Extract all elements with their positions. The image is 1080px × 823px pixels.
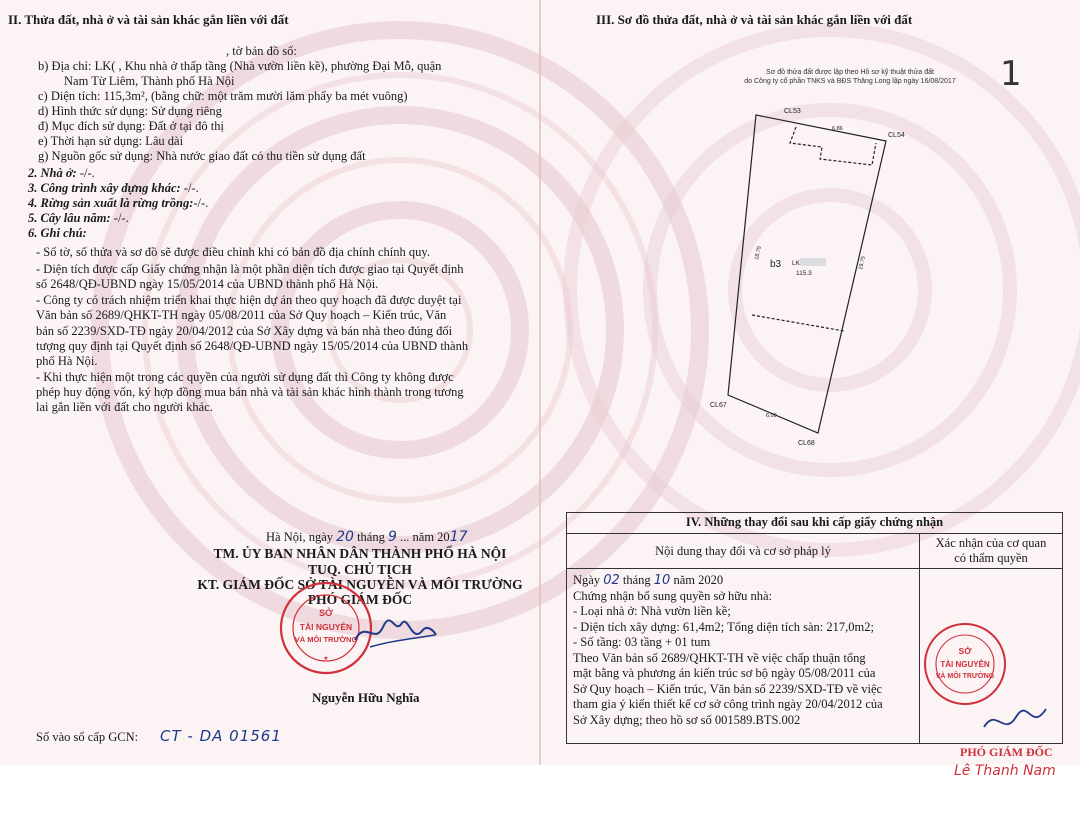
change-confirm-cell bbox=[920, 569, 1063, 779]
change-line: Sở Quy hoạch – Kiến trúc, Văn bản số 2239/SXD-TĐ về việc bbox=[573, 681, 883, 696]
change-line: mặt bằng và phương án kiến trúc sơ bộ ngày 05/08/2011 của bbox=[573, 666, 876, 680]
corner-label: CL68 bbox=[798, 440, 815, 447]
svg-text:★: ★ bbox=[323, 656, 329, 662]
left-section-title: II. Thửa đất, nhà ở và tài sản khác gắn liền với đất bbox=[8, 12, 289, 27]
dimension-label: 19.75 bbox=[858, 255, 867, 271]
item-2: 2. Nhà ở: -/-. bbox=[28, 166, 95, 180]
use-purpose-line: đ) Mục đích sử dụng: Đất ở tại đô thị bbox=[38, 119, 224, 133]
seal-text: SỞ bbox=[319, 608, 333, 618]
signer-line-4: PHÓ GIÁM ĐỐC bbox=[307, 592, 413, 607]
note-line: - Công ty có trách nhiệm triển khai thực hiện dự án theo quy hoạch đã được duyệt tại bbox=[36, 293, 462, 307]
item-3: 3. Công trình xây dựng khác: -/-. bbox=[28, 181, 199, 195]
change-line: - Số tầng: 03 tầng + 01 tum bbox=[573, 635, 711, 649]
confirm-name: Lê Thanh Nam bbox=[954, 763, 1056, 779]
plot-diagram bbox=[690, 95, 920, 455]
plot-inner-line bbox=[790, 127, 876, 165]
issue-month: 9 bbox=[387, 529, 397, 545]
note-line: phố Hà Nội. bbox=[36, 354, 98, 368]
item-6-title: 6. Ghi chú: bbox=[28, 226, 87, 240]
confirm-seal bbox=[922, 621, 1008, 707]
seal-text: TÀI NGUYÊN bbox=[940, 660, 990, 669]
gcn-number: CT - DA 01561 bbox=[160, 727, 282, 745]
col-confirm-header: Xác nhận của cơ quan có thẩm quyền bbox=[920, 534, 1063, 569]
issue-year: 17 bbox=[449, 529, 468, 545]
note-line: bản số 2239/SXD-TĐ ngày 20/04/2012 của Sở Xây dựng và bán nhà theo đúng đối bbox=[36, 324, 453, 338]
signer-line-2: TUQ. CHỦ TỊCH bbox=[308, 562, 412, 577]
change-line: Sở Xây dựng; theo hồ sơ số 001589.BTS.002 bbox=[573, 712, 801, 727]
signer-line-3: KT. GIÁM ĐỐC SỞ TÀI NGUYÊN VÀ MÔI TRƯỜNG bbox=[197, 577, 523, 592]
lot-code: LK bbox=[792, 260, 800, 267]
note-line: tượng quy định tại Quyết định số 2648/QĐ-UBND ngày 15/05/2014 của UBND thành bbox=[36, 339, 469, 353]
note-line: lai gắn liền với đất cho người khác. bbox=[36, 400, 213, 414]
corner-label: CL67 bbox=[710, 402, 727, 409]
item-5: 5. Cây lâu năm: -/-. bbox=[28, 211, 129, 225]
gcn-label: Số vào sổ cấp GCN: bbox=[36, 730, 139, 744]
note-line: phép huy động vốn, ký hợp đồng mua bán nhà và tài sản khác hình thành trong tương bbox=[36, 385, 464, 399]
change-line: - Diện tích xây dựng: 61,4m2; Tổng diện tích sàn: 217,0m2; bbox=[573, 619, 874, 634]
note-line: - Số tờ, số thửa và sơ đồ sẽ được điều chỉnh khi có bản đồ địa chính chính quy. bbox=[36, 245, 430, 259]
address-line-1: b) Địa chỉ: LK( , Khu nhà ở thấp tầng (Nhà vườn liền kề), phường Đại Mỗ, quận bbox=[38, 59, 442, 73]
diagram-note-1: Sơ đồ thửa đất được lập theo Hồ sơ kỹ thuật thửa đất bbox=[766, 69, 934, 76]
signer-line-1: TM. ỦY BAN NHÂN DÂN THÀNH PHỐ HÀ NỘI bbox=[213, 546, 507, 561]
note-line: số 2648/QĐ-UBND ngày 15/05/2014 của UBND thành phố Hà Nội. bbox=[36, 277, 379, 291]
seal-text: SỞ bbox=[958, 646, 972, 656]
issue-date-line: Hà Nội, ngày 20 tháng 9 ... năm 2017 bbox=[266, 529, 468, 545]
changes-title: IV. Những thay đổi sau khi cấp giấy chứng nhận bbox=[567, 513, 1063, 534]
lot-label: b3 bbox=[770, 259, 782, 270]
changes-table bbox=[566, 512, 1063, 779]
note-line: Văn bản số 2689/QHKT-TH ngày 05/08/2011 của Sở Quy hoạch – Kiến trúc, Văn bbox=[36, 308, 447, 322]
origin-line: g) Nguồn gốc sử dụng: Nhà nước giao đất có thu tiền sử dụng đất bbox=[38, 149, 366, 163]
note-line: - Diện tích được cấp Giấy chứng nhận là một phần diện tích được giao tại Quyết định bbox=[36, 262, 464, 276]
map-sheet-line: , tờ bản đồ số: bbox=[226, 44, 297, 58]
dimension-label: 6.09 bbox=[766, 413, 777, 419]
dimension-label: 18.75 bbox=[754, 245, 763, 261]
signer-name: Nguyễn Hữu Nghĩa bbox=[312, 690, 420, 705]
change-line: tham gia ý kiến thiết kế cơ sở công trình ngày 20/04/2012 của bbox=[573, 697, 883, 711]
issue-day: 20 bbox=[336, 529, 354, 545]
use-term-line: e) Thời hạn sử dụng: Lâu dài bbox=[38, 134, 184, 148]
change-date: Ngày 02 tháng 10 năm 2020 bbox=[573, 573, 724, 588]
dimension-label: 6.86 bbox=[832, 126, 843, 132]
page-number: 1 bbox=[1000, 54, 1022, 94]
seal-text: TÀI NGUYÊN bbox=[299, 622, 353, 632]
seal-text: VÀ MÔI TRƯỜNG bbox=[294, 635, 358, 644]
use-form-line: d) Hình thức sử dụng: Sử dụng riêng bbox=[38, 104, 222, 118]
lot-area: 115.3 bbox=[796, 270, 812, 277]
seal-text: VÀ MÔI TRƯỜNG bbox=[935, 673, 995, 680]
change-line: Chứng nhận bổ sung quyền sở hữu nhà: bbox=[573, 588, 772, 603]
signature-mark bbox=[350, 605, 440, 655]
change-line: - Loại nhà ở: Nhà vườn liền kề; bbox=[573, 604, 731, 618]
change-line: Theo Văn bản số 2689/QHKT-TH về việc chấp thuận tổng bbox=[573, 650, 866, 665]
area-line: c) Diện tích: 115,3m², (bằng chữ: một trăm mười lăm phẩy ba mét vuông) bbox=[38, 89, 408, 103]
right-section-title: III. Sơ đồ thửa đất, nhà ở và tài sản khác gắn liền với đất bbox=[596, 12, 913, 27]
item-4: 4. Rừng sản xuất là rừng trồng:-/-. bbox=[28, 196, 209, 210]
corner-label: CL53 bbox=[784, 108, 801, 115]
diagram-note-2: do Công ty cổ phần TNKS và BĐS Thăng Long lập ngày 16/08/2017 bbox=[744, 78, 956, 85]
note-line: - Khi thực hiện một trong các quyền của người sử dụng đất thì Công ty không được bbox=[36, 370, 454, 384]
change-content-cell bbox=[567, 569, 920, 744]
corner-label: CL54 bbox=[888, 132, 905, 139]
address-line-2: Nam Từ Liêm, Thành phố Hà Nội bbox=[64, 74, 235, 88]
confirm-title: PHÓ GIÁM ĐỐC bbox=[960, 745, 1053, 759]
plot-divider bbox=[752, 315, 844, 331]
confirm-signature bbox=[976, 697, 1056, 747]
col-content-header: Nội dung thay đổi và cơ sở pháp lý bbox=[567, 534, 920, 569]
